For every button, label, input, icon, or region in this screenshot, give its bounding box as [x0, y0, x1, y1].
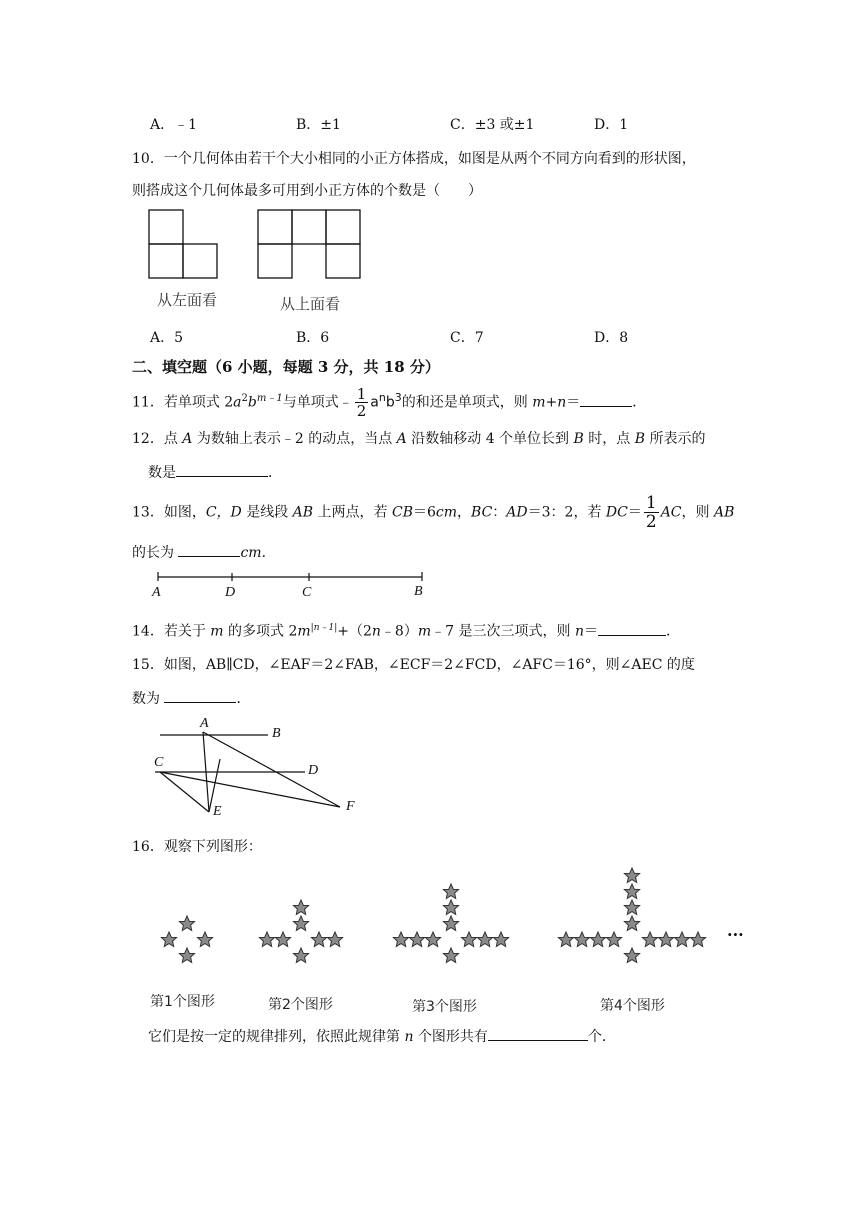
q11-exp2: 2 [241, 392, 248, 404]
q16-text-a: 它们是按一定的规律排列，依照此规律第 [148, 1029, 400, 1045]
q9-option-c: C．±3 或±1 [450, 117, 535, 133]
q14-a: 14．若关于 [132, 623, 206, 640]
q16-star-pattern [150, 858, 760, 974]
q14-m3: m [417, 623, 432, 640]
q13-g: ＝3：2，若 [527, 504, 602, 521]
q13-num: 1 [645, 493, 657, 513]
q13-f: ： [492, 504, 507, 521]
q13-label-b: B [414, 584, 423, 599]
star-icon [606, 932, 621, 947]
q16-caption-2: 第2个图形 [268, 997, 333, 1013]
q13-line2 [132, 542, 276, 562]
star-icon [493, 932, 508, 947]
q14-d: ﹣8） [380, 623, 418, 640]
q13-dc: DC [605, 504, 628, 521]
star-icon [674, 932, 689, 947]
q14-exp: |n﹣1| [310, 623, 338, 633]
q12-point-a1: A [182, 431, 193, 447]
star-icon [624, 900, 639, 915]
q11 [132, 386, 646, 419]
q10-line1: 10．一个几何体由若干个大小相同的小正方体搭成，如图是从两个不同方向看到的形状图， [132, 151, 696, 167]
star-icon [658, 932, 673, 947]
star-icon [574, 932, 589, 947]
q13-line2-text: 的长为 [132, 545, 174, 561]
q15-end: ． [236, 691, 251, 707]
q16-caption-4: 第4个图形 [600, 998, 665, 1014]
q13-segment-figure [150, 568, 440, 604]
q10-option-d: D．8 [594, 330, 629, 346]
star-icon [275, 932, 290, 947]
q11-var-b: b [247, 394, 257, 411]
q10-top-view-figure [257, 209, 363, 281]
q13-label-c: C [302, 585, 312, 600]
q11-tail-b: b [385, 394, 395, 411]
q13-label-a: A [152, 585, 161, 600]
q12-point-b2: B [634, 431, 646, 447]
star-icon [443, 900, 458, 915]
q13-ab2: AB [713, 504, 735, 521]
q16-question [148, 1026, 616, 1046]
q10-option-b: B．6 [296, 330, 330, 346]
star-icon [690, 932, 705, 947]
q10-caption-top: 从上面看 [280, 295, 341, 313]
q13-end: ． [261, 545, 276, 561]
q14-m2: m [297, 623, 311, 640]
star-icon [179, 916, 194, 931]
star-icon [443, 884, 458, 899]
q15-line1: 15．如图，AB∥CD，∠EAF＝2∠FAB，∠ECF＝2∠FCD，∠AFC＝16°，则∠AEC 的度 [132, 657, 695, 673]
q15-label-e: E [213, 804, 222, 819]
star-icon [311, 932, 326, 947]
q15-label-a: A [200, 716, 209, 731]
star-icon [624, 916, 639, 931]
q9-option-b: B．±1 [296, 117, 341, 133]
q13-a: 13．如图， [132, 504, 206, 521]
q10-caption-left: 从左面看 [157, 291, 218, 309]
q13-cd: C，D [205, 504, 242, 521]
q9-option-d: D．1 [594, 117, 629, 133]
q14-e: ﹣7 是三次三项式，则 [431, 623, 571, 640]
star-icon [293, 948, 308, 963]
q11-exp-m: m﹣1 [256, 392, 283, 404]
q10-line2: 则搭成这个几何体最多可用到小正方体的个数是（ ） [132, 183, 482, 199]
q13-cb: CB [391, 504, 413, 521]
q11-mid: 与单项式 [282, 394, 339, 411]
q16-end: 个． [587, 1029, 616, 1045]
q16-caption-3: 第3个图形 [412, 999, 477, 1015]
q13-label-d: D [225, 585, 236, 600]
star-icon [259, 932, 274, 947]
q14-end: ． [665, 623, 680, 640]
q14-b: 的多项式 2 [228, 623, 298, 640]
q12-text-a: 12．点 [132, 431, 178, 447]
q9-option-a: A．﹣1 [150, 117, 198, 133]
q11-end: ． [632, 394, 647, 411]
star-icon [558, 932, 573, 947]
q13-e: ， [457, 504, 472, 521]
star-icon [624, 884, 639, 899]
star-icon [590, 932, 605, 947]
q14-n2: n [574, 623, 584, 640]
q14-c: +（2 [337, 623, 372, 640]
q12-text-e: 所表示的 [649, 431, 706, 447]
section-title: 二、填空题（6 小题，每题 3 分，共 18 分） [132, 358, 440, 376]
q11-minus: ﹣ [338, 394, 353, 411]
star-icon [161, 932, 176, 947]
q14-answer-blank[interactable] [598, 621, 666, 636]
q11-suffix: 的和还是单项式，则 [401, 394, 528, 411]
q13-d: ＝6 [412, 504, 436, 521]
q11-fraction [355, 386, 369, 419]
q11-prefix: 11．若单项式 2 [132, 394, 234, 411]
q16-n: n [404, 1029, 414, 1045]
q13-c: 上两点，若 [317, 504, 388, 521]
q15-line2 [132, 688, 250, 708]
q16-caption-1: 第1个图形 [150, 994, 215, 1010]
star-icon [179, 948, 194, 963]
star-icon [642, 932, 657, 947]
q15-line2-text: 数为 [132, 691, 160, 707]
star-icon [293, 916, 308, 931]
q15-label-d: D [308, 763, 319, 778]
q11-den: 2 [356, 402, 367, 420]
star-icon [409, 932, 424, 947]
q11-exp-n: n [378, 390, 386, 404]
q13-answer-blank[interactable] [178, 542, 240, 557]
q13-cm2: cm [240, 545, 262, 561]
q13-ab: AB [292, 504, 314, 521]
q14-m: m [210, 623, 224, 640]
q14-n: n [371, 623, 381, 640]
q12-text-b: 为数轴上表示﹣2 的动点，当点 [196, 431, 393, 447]
star-icon [443, 916, 458, 931]
q11-num: 1 [356, 385, 367, 403]
q12-text-d: 时，点 [588, 431, 631, 447]
star-icon [624, 948, 639, 963]
q13-b: 是线段 [246, 504, 289, 521]
q13-fraction [644, 494, 659, 531]
q12-point-b1: B [573, 431, 584, 447]
q16-text-b: 个图形共有 [417, 1029, 488, 1045]
q13-cm: cm [435, 504, 458, 521]
star-icon [624, 868, 639, 883]
q13-line1 [132, 494, 734, 531]
q11-answer-blank[interactable] [580, 392, 632, 407]
q16-ellipsis: ··· [727, 925, 744, 944]
q13-ac: AC [660, 504, 682, 521]
q15-label-c: C [154, 755, 164, 770]
star-icon [197, 932, 212, 947]
q13-ad: AD [506, 504, 528, 521]
q11-eq: ＝ [566, 394, 581, 411]
q12-line2-text: 数是 [148, 465, 176, 481]
q13-i: ，则 [681, 504, 710, 521]
star-icon [393, 932, 408, 947]
star-icon [477, 932, 492, 947]
q13-bc: BC [471, 504, 493, 521]
star-icon [293, 900, 308, 915]
star-icon [461, 932, 476, 947]
q10-option-a: A．5 [150, 330, 184, 346]
q14-f: ＝ [583, 623, 598, 640]
star-icon [443, 948, 458, 963]
q16-title: 16．观察下列图形： [132, 839, 262, 855]
q11-tail-a: a [370, 394, 379, 411]
q15-label-f: F [346, 799, 355, 814]
q12-line2 [148, 462, 282, 482]
q11-exp-3: 3 [394, 390, 402, 404]
q10-left-view-figure [148, 209, 220, 281]
q10-option-c: C．7 [450, 330, 484, 346]
q15-angle-figure [145, 715, 370, 820]
star-icon [327, 932, 342, 947]
q11-m-plus-n: m+n [532, 394, 567, 411]
q12-point-a2: A [396, 431, 407, 447]
q12-end: ． [268, 465, 282, 481]
q13-den: 2 [645, 512, 657, 532]
q11-var-a: a [233, 394, 242, 411]
q13-h: ＝ [627, 504, 642, 521]
q14 [132, 620, 680, 641]
q16-answer-blank[interactable] [488, 1026, 588, 1041]
q12-text-c: 沿数轴移动 4 个单位长到 [411, 431, 570, 447]
q15-answer-blank[interactable] [164, 688, 236, 703]
q12-answer-blank[interactable] [176, 462, 268, 477]
q15-label-b: B [272, 726, 281, 741]
star-icon [425, 932, 440, 947]
q12-line1 [132, 428, 705, 448]
